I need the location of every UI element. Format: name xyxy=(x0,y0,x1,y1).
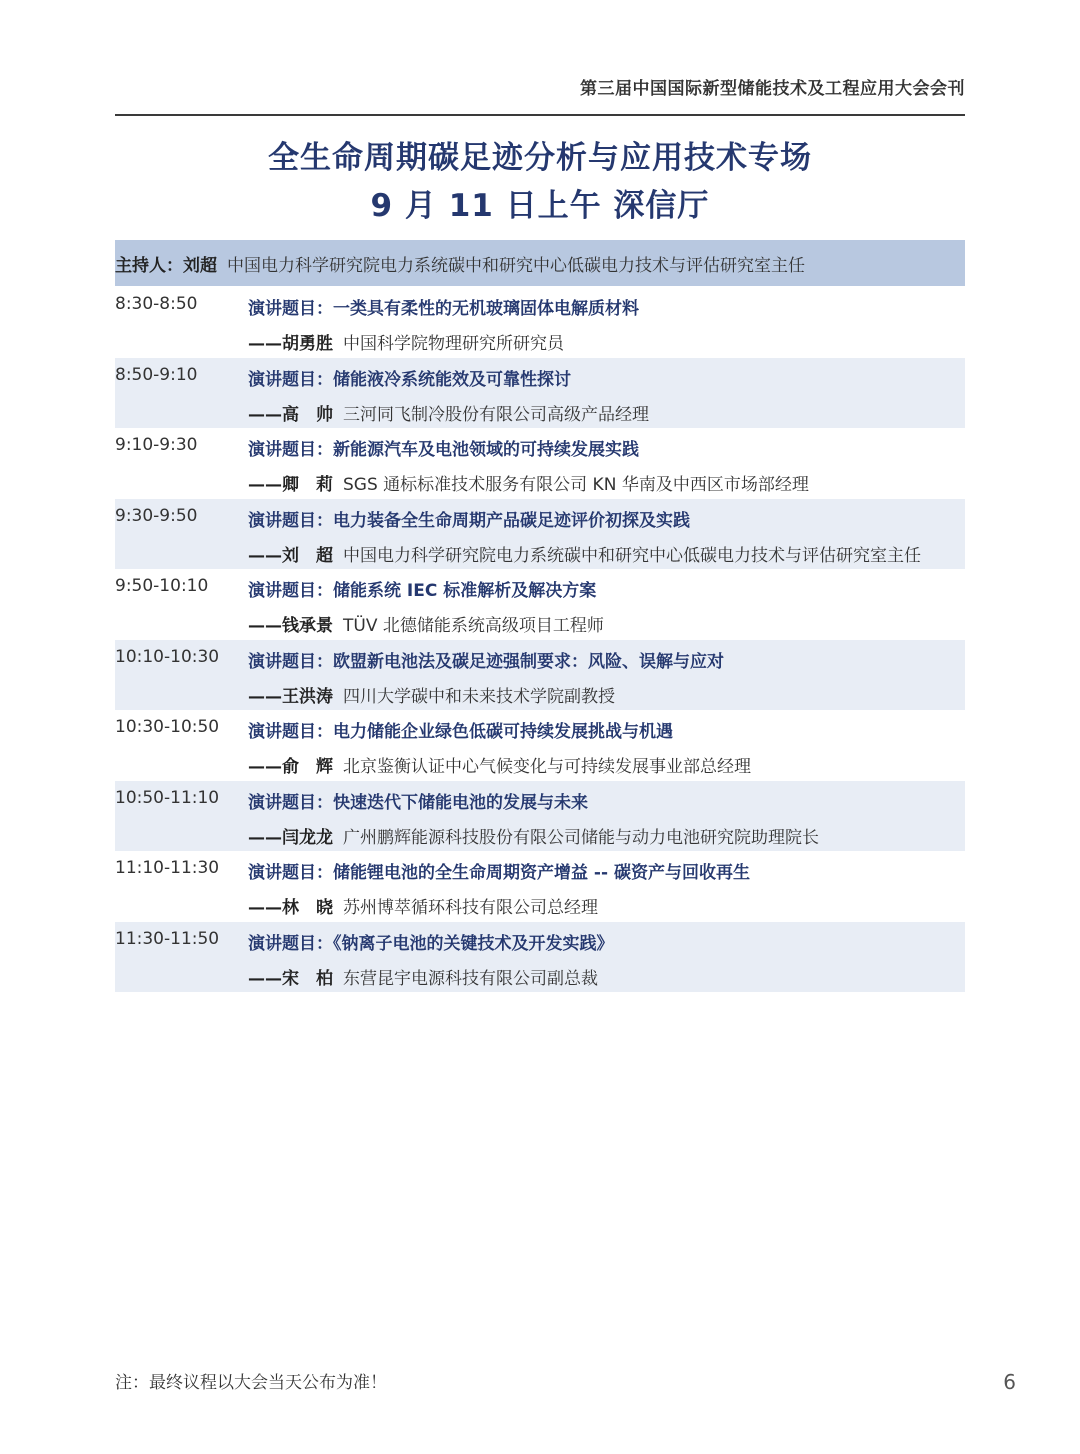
session-topic: 演讲题目：储能系统 IEC 标准解析及解决方案 xyxy=(248,581,597,601)
session-topic: 演讲题目：储能液冷系统能效及可靠性探讨 xyxy=(248,369,571,390)
session-time: 9:30-9:50 xyxy=(115,505,198,526)
speaker-line xyxy=(248,470,809,495)
session-row xyxy=(115,640,965,711)
session-row xyxy=(115,358,965,429)
session-row xyxy=(115,499,965,570)
session-time: 11:30-11:50 xyxy=(115,928,220,949)
session-time: 11:10-11:30 xyxy=(115,858,220,878)
speaker-name: ——俞 辉 xyxy=(248,757,333,777)
session-topic: 演讲题目：新能源汽车及电池领域的可持续发展实践 xyxy=(248,440,639,460)
speaker-name: ——胡勇胜 xyxy=(248,334,333,354)
session-time: 9:10-9:30 xyxy=(115,435,198,455)
speaker-line xyxy=(248,611,604,636)
session-topic: 演讲题目：《钠离子电池的关键技术及开发实践》 xyxy=(248,933,614,954)
session-row xyxy=(115,851,965,922)
session-topic: 演讲题目：快速迭代下储能电池的发展与未来 xyxy=(248,792,588,813)
session-topic: 演讲题目：一类具有柔性的无机玻璃固体电解质材料 xyxy=(248,299,639,319)
session-row xyxy=(115,569,965,640)
journal-header-title: 第三届中国国际新型储能技术及工程应用大会会刊 xyxy=(580,79,965,99)
session-date-venue: 9 月 11 日上午 深信厅 xyxy=(370,188,710,224)
speaker-line xyxy=(248,682,615,707)
speaker-line xyxy=(248,541,921,566)
speaker-name: ——刘 超 xyxy=(248,545,333,566)
session-time: 10:10-10:30 xyxy=(115,646,220,667)
speaker-line xyxy=(248,964,598,989)
speaker-affiliation: 四川大学碳中和未来技术学院副教授 xyxy=(343,686,615,707)
speaker-affiliation: SGS 通标标准技术服务有限公司 KN 华南及中西区市场部经理 xyxy=(343,475,809,495)
session-topic: 演讲题目：电力储能企业绿色低碳可持续发展挑战与机遇 xyxy=(248,722,673,742)
speaker-name: ——钱承景 xyxy=(248,616,333,636)
host-affiliation: 中国电力科学研究院电力系统碳中和研究中心低碳电力技术与评估研究室主任 xyxy=(227,255,805,276)
footnote: 注：最终议程以大会当天公布为准！ xyxy=(115,1373,387,1393)
speaker-affiliation: 东营昆宇电源科技有限公司副总裁 xyxy=(343,968,598,989)
schedule-list xyxy=(115,287,965,992)
speaker-affiliation: 广州鹏辉能源科技股份有限公司储能与动力电池研究院助理院长 xyxy=(343,827,819,848)
speaker-name: ——宋 柏 xyxy=(248,968,333,989)
speaker-line xyxy=(248,400,649,425)
speaker-name: ——卿 莉 xyxy=(248,475,333,495)
speaker-line xyxy=(248,329,564,354)
session-topic: 演讲题目：电力装备全生命周期产品碳足迹评价初探及实践 xyxy=(248,510,690,531)
header-rule xyxy=(115,114,965,116)
speaker-affiliation: TÜV 北德储能系统高级项目工程师 xyxy=(343,616,604,636)
speaker-affiliation: 三河同飞制冷股份有限公司高级产品经理 xyxy=(343,404,649,425)
session-topic: 演讲题目：欧盟新电池法及碳足迹强制要求：风险、误解与应对 xyxy=(248,651,724,672)
session-title: 全生命周期碳足迹分析与应用技术专场 xyxy=(268,140,812,176)
session-time: 10:50-11:10 xyxy=(115,787,220,808)
speaker-name: ——王洪涛 xyxy=(248,686,333,707)
speaker-line xyxy=(248,893,598,918)
speaker-affiliation: 苏州博萃循环科技有限公司总经理 xyxy=(343,898,598,918)
speaker-name: ——林 晓 xyxy=(248,898,333,918)
session-row xyxy=(115,287,965,358)
host-bar xyxy=(115,240,965,286)
speaker-affiliation: 中国电力科学研究院电力系统碳中和研究中心低碳电力技术与评估研究室主任 xyxy=(343,545,921,566)
session-time: 8:50-9:10 xyxy=(115,364,198,385)
session-row xyxy=(115,922,965,993)
session-row xyxy=(115,428,965,499)
session-time: 10:30-10:50 xyxy=(115,717,220,737)
speaker-affiliation: 北京鉴衡认证中心气候变化与可持续发展事业部总经理 xyxy=(343,757,751,777)
speaker-name: ——闫龙龙 xyxy=(248,827,333,848)
session-time: 8:30-8:50 xyxy=(115,294,198,314)
session-row xyxy=(115,710,965,781)
session-topic: 演讲题目：储能锂电池的全生命周期资产增益 -- 碳资产与回收再生 xyxy=(248,863,750,883)
page-number: 6 xyxy=(1003,1370,1016,1394)
speaker-line xyxy=(248,823,819,848)
speaker-name: ——高 帅 xyxy=(248,404,333,425)
host-label: 主持人：刘超 xyxy=(115,255,217,276)
session-time: 9:50-10:10 xyxy=(115,576,209,596)
session-row xyxy=(115,781,965,852)
speaker-line xyxy=(248,752,751,777)
speaker-affiliation: 中国科学院物理研究所研究员 xyxy=(343,334,564,354)
